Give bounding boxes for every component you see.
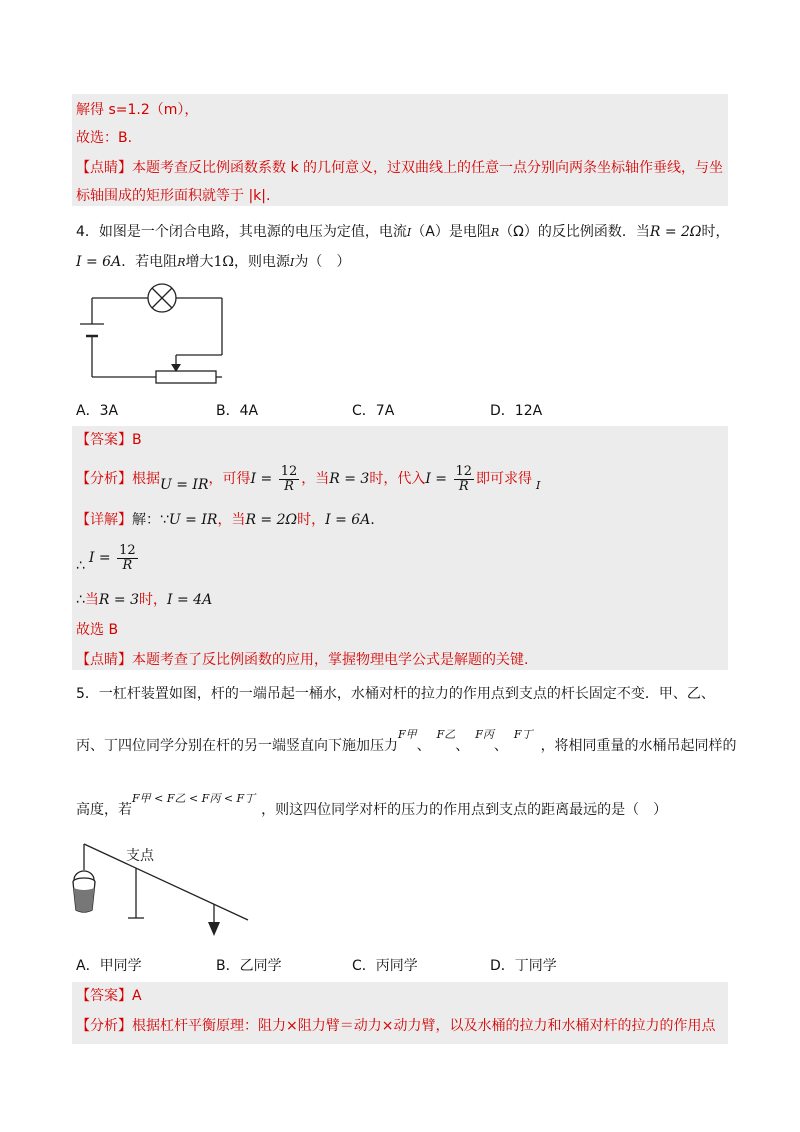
q4-stem-text: 为（ ） — [294, 254, 351, 270]
var-i: I — [290, 256, 295, 269]
circuit-diagram — [70, 280, 240, 390]
separator: 、 — [455, 738, 470, 754]
prev-comment-line-2: 标轴围成的矩形面积就等于 |k|. — [76, 188, 271, 204]
q5-option-c[interactable]: C．丙同学 — [352, 958, 418, 974]
force-arrow-icon — [208, 922, 220, 936]
prev-comment-line-1 — [76, 158, 723, 178]
condition-formula: R = 2Ω — [649, 224, 702, 240]
q5-option-a[interactable]: A．甲同学 — [76, 958, 142, 974]
formula-u-ir: U = IR — [160, 477, 209, 493]
formula-i-4a: I = 4A — [167, 592, 213, 608]
q4-analysis-line: 【分析】根据U = IR，可得I = $\frac{12}{R}$ ，当R = 3时，代入I = $\frac{12}{R}$ 即可求得 $_I$ — [76, 463, 541, 494]
answer-tag: 【答案】 — [76, 988, 132, 1004]
analysis-text: ，可得 — [208, 471, 251, 487]
answer-value: A — [132, 988, 142, 1004]
formula-i-6a: I = 6A — [325, 512, 371, 528]
rheostat-icon — [156, 364, 216, 383]
increase-amount: 1Ω — [213, 254, 234, 270]
prev-solve-line: 解得 s=1.2（m）， — [76, 102, 199, 118]
analysis-text: 根据 — [132, 471, 160, 487]
q4-stem-text: （Ω）的反比例函数．当 — [499, 224, 650, 240]
q4-stem-text: 增大 — [185, 254, 214, 270]
var-i: I — [536, 479, 541, 492]
comment-text: 本题考查反比例函数系数 k 的几何意义，过双曲线上的任意一点分别向两条坐标轴作垂线，与坐 — [132, 160, 724, 176]
detail-text: 解：∵ — [132, 512, 169, 528]
q5-stem-line-2 — [76, 728, 737, 757]
formula-r-3: R = 3 — [329, 471, 370, 487]
q5-stem-text: ，则这四位同学对杆的压力的作用点到支点的距离最远的是（ ） — [261, 802, 668, 818]
q5-option-b[interactable]: B．乙同学 — [216, 958, 282, 974]
lamp-icon — [148, 284, 176, 312]
q4-option-b[interactable]: B．4A — [216, 403, 259, 419]
detail-tag: 【详解】 — [76, 512, 132, 528]
q4-stem-text: 时， — [701, 224, 730, 240]
q4-option-a[interactable]: A．3A — [76, 403, 119, 419]
q4-option-d[interactable]: D．12A — [490, 403, 543, 419]
analysis-text: 即可求得 — [476, 471, 533, 487]
answer-tag: 【答案】 — [76, 432, 132, 448]
comment-tag: 【点睛】 — [76, 160, 132, 176]
answer-value: B — [132, 432, 142, 448]
therefore-text: 当 — [84, 592, 99, 608]
q5-stem-line-3 — [76, 792, 668, 821]
comment-tag: 【点睛】 — [76, 652, 132, 668]
var-i: I — [406, 226, 412, 239]
var-i: I — [88, 550, 95, 566]
fraction-12-over-r: $\frac{12}{R}$ — [119, 542, 136, 573]
q4-stem-text: （A）是电阻 — [411, 224, 491, 240]
analysis-tag: 【分析】 — [76, 1018, 132, 1034]
q4-choose-line: 故选 B — [76, 622, 119, 638]
fulcrum-label: 支点 — [126, 848, 154, 864]
analysis-tag: 【分析】 — [76, 471, 132, 487]
q4-stem-text: 4．如图是一个闭合电路，其电源的电压为定值，电流 — [76, 224, 407, 240]
q4-stem-text: ．若电阻 — [121, 254, 178, 270]
q4-stem-text: ，则电源 — [234, 254, 290, 270]
detail-text: ，当 — [217, 512, 246, 528]
q4-therefore-line-2 — [76, 590, 212, 610]
analysis-text: 时，代入 — [369, 471, 426, 487]
water-bucket-icon — [73, 871, 95, 912]
force-ding: F丁 — [513, 728, 533, 741]
q4-stem-line-1 — [76, 222, 730, 243]
comment-text: 本题考查了反比例函数的应用，掌握物理电学公式是解题的关键. — [132, 652, 529, 668]
q4-comment-line — [76, 650, 528, 670]
force-bing: F丙 — [475, 728, 494, 741]
analysis-text: 根据杠杆平衡原理：阻力×阻力臂＝动力×动力臂，以及水桶的拉力和水桶对杆的拉力的作用点 — [132, 1018, 716, 1034]
q4-answer-line — [76, 430, 142, 450]
force-yi: F乙 — [436, 728, 456, 741]
therefore-text: 时， — [139, 592, 168, 608]
var-i: I — [250, 471, 257, 487]
force-jia: F甲 — [398, 728, 417, 741]
q4-option-c[interactable]: C．7A — [352, 403, 395, 419]
force-inequality: F甲 < F乙 < F丙 < F丁 — [132, 792, 256, 805]
fraction-12-over-r: $\frac{12}{R}$ — [280, 463, 298, 494]
q5-option-d[interactable]: D．丁同学 — [490, 958, 557, 974]
therefore-symbol: ∴ — [76, 592, 85, 608]
therefore-symbol: ∴ — [76, 558, 85, 574]
formula-r-2: R = 2Ω — [245, 512, 298, 528]
q5-stem-text: 丙、丁四位同学分别在杆的另一端竖直向下施加压力 — [76, 738, 398, 754]
prev-choose-line: 故选：B. — [76, 130, 133, 146]
detail-text: 时， — [297, 512, 326, 528]
q5-analysis-line — [76, 1016, 715, 1036]
var-r: R — [490, 226, 500, 239]
q4-therefore-line-1: ∴ I = $\frac{12}{R}$ — [76, 542, 136, 574]
battery-icon — [80, 324, 104, 336]
separator: 、 — [416, 738, 431, 754]
formula-r-3: R = 3 — [98, 592, 140, 608]
lever-diagram — [66, 834, 256, 944]
condition-formula: I = 6A — [76, 254, 122, 270]
q5-stem-text: ，将相同重量的水桶吊起同样的 — [540, 738, 737, 754]
formula-u-ir: U = IR — [168, 512, 218, 528]
q4-detail-line — [76, 510, 384, 530]
q4-stem-line-2 — [76, 252, 350, 273]
q5-answer-line — [76, 986, 142, 1006]
fraction-12-over-r: $\frac{12}{R}$ — [455, 463, 473, 494]
q5-stem-text: 高度，若 — [76, 802, 132, 818]
analysis-text: ，当 — [301, 471, 330, 487]
detail-text: ． — [370, 512, 385, 528]
var-i: I — [425, 471, 431, 487]
separator: 、 — [493, 738, 508, 754]
var-r: R — [177, 256, 186, 269]
q5-stem-line-1: 5．一杠杆装置如图，杆的一端吊起一桶水，水桶对杆的拉力的作用点到支点的杆长固定不变．甲、乙、 — [76, 686, 715, 702]
